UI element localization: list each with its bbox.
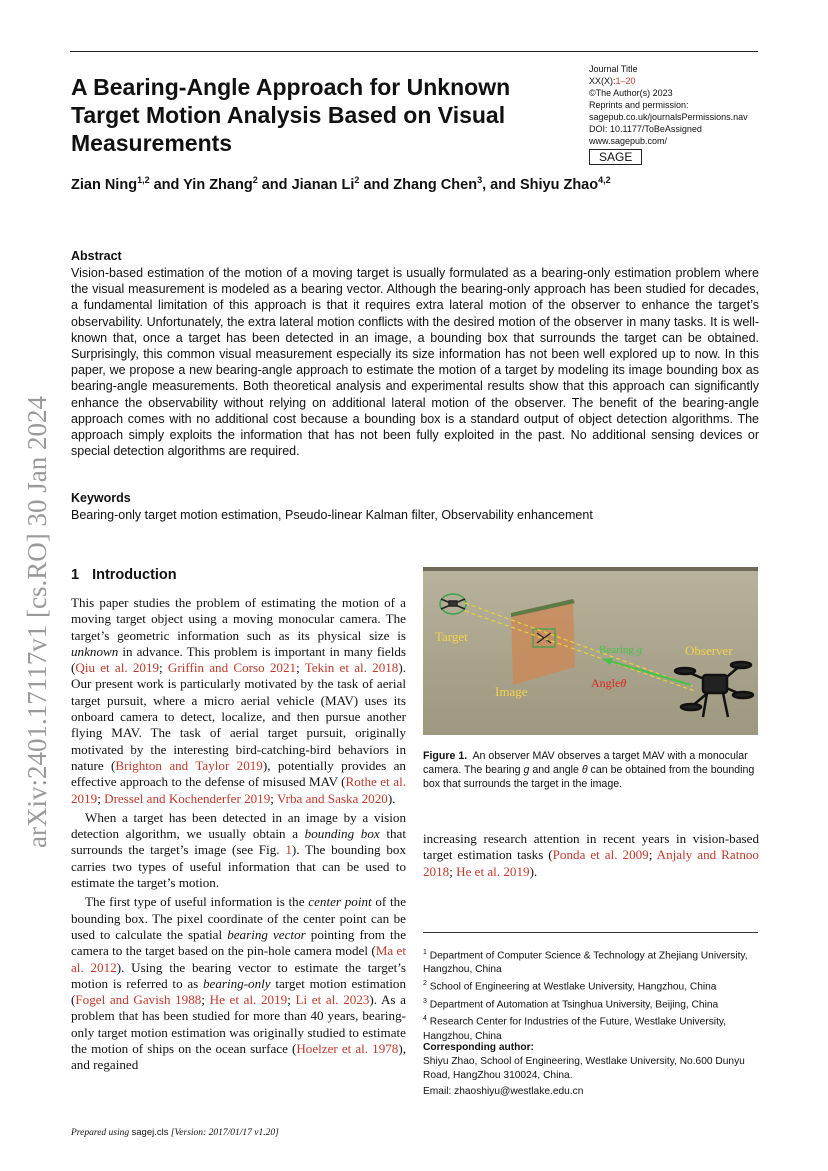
page-footer: Prepared using sagej.cls [Version: 2017/01/17 v1.20]	[71, 1127, 279, 1138]
footnote-item: $^3$ Department of Automation at Tsinghua University, Beijing, China	[423, 997, 719, 1011]
paper-title: A Bearing-Angle Approach for Unknown Target Motion Analysis Based on Visual Measurements	[71, 74, 511, 156]
abstract-heading: Abstract	[71, 249, 122, 263]
journal-title: Journal Title	[589, 64, 638, 74]
author-name: Zian Ning	[71, 176, 138, 193]
affiliation-footnotes	[423, 946, 760, 1044]
citation-link[interactable]: Hoelzer et al. 1978	[296, 1041, 399, 1057]
corresponding-heading: Corresponding author:	[423, 1042, 534, 1053]
author-list: Zian Ning$^{1,2}$ and Yin Zhang$^2$ and Jianan Li$^2$ and Zhang Chen$^3$, and Shiyu Zhao$^{4,2}$	[71, 175, 611, 193]
figure-illustration	[423, 567, 758, 735]
citation-link[interactable]: Vrba and Saska 2020	[276, 790, 388, 806]
citation-link[interactable]: Anjaly and Ratnoo 2018	[423, 847, 759, 879]
citation-link[interactable]: Rothe et al. 2019	[71, 774, 406, 806]
citation-link[interactable]: Tekin et al. 2018	[304, 660, 399, 676]
intro-paragraph: This paper studies the problem of estimating the motion of a moving target object using a moving monocular camera. The target’s geometric information such as its physical size is unknown in advance. This problem is important in many fields (Qiu et al. 2019; Griffin and Corso 2021; Tekin et al. 2018). Our present work is particularly motivated by the task of aerial target pursuit, where a micro aerial vehicle (MAV) uses its onboard camera to detect, localize, and then pursue another flying MAV. The task of aerial target pursuit, originally motivated by the interesting bird-catching-bird behaviors in nature (Brighton and Taylor 2019), potentially provides an effective approach to the defense of misused MAV (Rothe et al. 2019; Dressel and Kochenderfer 2019; Vrba and Saska 2020).	[71, 595, 406, 806]
figure-1-image	[423, 567, 758, 735]
journal-volume: XX(X):1–20	[589, 76, 636, 86]
abstract-body: Vision-based estimation of the motion of a moving target is usually formulated as a bearing-only estimation problem where the visual measurement is modeled as a bearing vector. Although the bearing-only approach has been studied for decades, a fundamental limitation of this approach is that it requires extra lateral motion of the observer to enhance the target’s observability. Unfortunately, the extra lateral motion conflicts with the desired motion of the observer in many tasks. It is well-known that, once a target has been detected in an image, a bounding box that surrounds the target can be obtained. Surprisingly, this common visual measurement especially its size information has not been well explored up to now. In this paper, we propose a new bearing-angle approach to estimate the motion of a target by modeling its image bounding box as bearing-angle measurements. Both theoretical analysis and experimental results show that this approach can significantly enhance the observability without relying on additional lateral motion of the observer. The benefit of the bearing-angle approach comes with no additional cost because a bounding box is a standard output of object detection algorithms. The approach simply exploits the information that has not been fully exploited in the past. No additional sensing devices or special detection algorithms are required.	[71, 266, 759, 459]
author-name: Jianan Li	[291, 176, 355, 193]
citation-link[interactable]: Fogel and Gavish 1988	[75, 992, 202, 1008]
author-name: Shiyu Zhao	[519, 176, 599, 193]
figure-label-angle: Angleθ	[591, 676, 627, 690]
citation-link[interactable]: He et al. 2019	[456, 863, 530, 879]
intro-left-column	[71, 595, 406, 1074]
intro-paragraph: The first type of useful information is the center point of the bounding box. The pixel coordinate of the center point can be used to calculate the spatial bearing vector pointing from the camera to the target based on the pin-hole camera model (Ma et al. 2012). Using the bearing vector to estimate the target’s motion is referred to as bearing-only target motion estimation (Fogel and Gavish 1988; He et al. 2019; Li et al. 2023). As a problem that has been studied for more than 40 years, bearing-only target motion estimation was originally studied to estimate the motion of ships on the ocean surface (Hoelzer et al. 1978), and regained	[71, 894, 407, 1073]
copyright: ©The Author(s) 2023	[589, 88, 673, 98]
citation-link[interactable]: Li et al. 2023	[295, 992, 370, 1008]
corresponding-text: Shiyu Zhao, School of Engineering, Westlake University, No.600 Dunyu Road, HangZhou 310024, China.	[423, 1056, 745, 1081]
top-rule	[70, 51, 758, 52]
intro-right-column: increasing research attention in recent years in vision-based target estimation tasks (Ponda et al. 2009; Anjaly and Ratnoo 2018; He et al. 2019).	[423, 831, 759, 879]
citation-link[interactable]: Qiu et al. 2019	[75, 660, 160, 676]
sage-logo: SAGE	[589, 149, 642, 165]
keywords-heading: Keywords	[71, 491, 131, 505]
footnote-item: $^2$ School of Engineering at Westlake University, Hangzhou, China	[423, 980, 717, 993]
citation-link[interactable]: Brighton and Taylor 2019	[115, 757, 263, 773]
figure-label-target: Target	[435, 629, 468, 644]
arxiv-sidebar-id: arXiv:2401.17117v1 [cs.RO] 30 Jan 2024	[22, 396, 52, 848]
citation-link[interactable]: Ponda et al. 2009	[552, 847, 649, 863]
journal-info	[589, 63, 769, 165]
author-name: Yin Zhang	[183, 176, 253, 193]
permissions-url[interactable]: sagepub.co.uk/journalsPermissions.nav	[589, 112, 748, 122]
citation-link[interactable]: Griffin and Corso 2021	[167, 660, 297, 676]
figure-label-bearing: Bearing g	[599, 644, 643, 656]
citation-link[interactable]: He et al. 2019	[209, 992, 288, 1008]
author-name: Zhang Chen	[393, 176, 478, 193]
footnote-rule	[423, 932, 758, 933]
figure-label-observer: Observer	[685, 643, 733, 658]
citation-link[interactable]: Dressel and Kochenderfer 2019	[104, 790, 271, 806]
website-link[interactable]: www.sagepub.com/	[589, 136, 668, 146]
figure-ref-link[interactable]: 1	[285, 842, 292, 858]
figure-label-image: Image	[495, 684, 528, 699]
keywords-body: Bearing-only target motion estimation, Pseudo-linear Kalman filter, Observability enhancement	[71, 508, 593, 522]
footnote-item: $^1$ Department of Computer Science & Technology at Zhejiang University, Hangzhou, China	[423, 949, 748, 976]
corresponding-author	[423, 1041, 760, 1099]
intro-paragraph: When a target has been detected in an image by a vision detection algorithm, we usually obtain a bounding box that surrounds the target’s image (see Fig. 1). The bounding box carries two types of useful information that can be used to estimate the target’s motion.	[71, 809, 406, 891]
citation-link[interactable]: Ma et al. 2012	[71, 943, 406, 975]
corresponding-email[interactable]: Email: zhaoshiyu@westlake.edu.cn	[423, 1086, 584, 1097]
doi: DOI: 10.1177/ToBeAssigned	[589, 124, 702, 134]
section-heading: 1 Introduction	[71, 567, 177, 583]
reprints-label: Reprints and permission:	[589, 100, 689, 110]
footnote-item: $^4$ Research Center for Industries of the Future, Westlake University, Hangzhou, China	[423, 1015, 727, 1042]
figure-1-caption: Figure 1. An observer MAV observes a target MAV with a monocular camera. The bearing g and angle θ can be obtained from the bounding box that surrounds the target in the image.	[423, 750, 755, 791]
